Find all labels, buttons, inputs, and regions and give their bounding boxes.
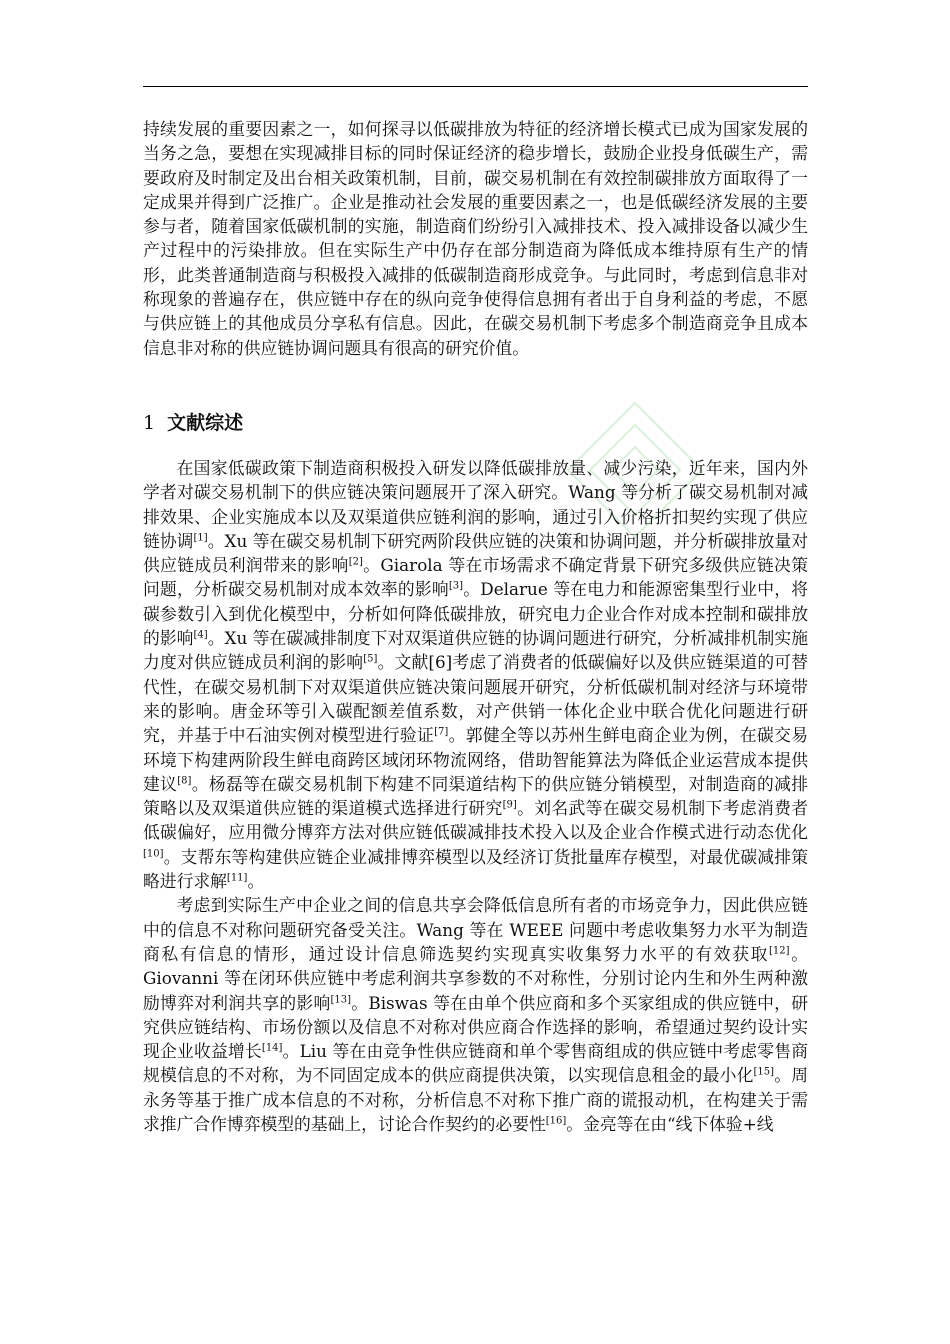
citation: [3] — [448, 580, 464, 592]
paragraph-1: 在国家低碳政策下制造商积极投入研发以降低碳排放量、减少污染，近年来，国内外学者对碳交易机制下的供应链决策问题展开了深入研究。Wang 等分析了碳交易机制对减排效果、企业实施成本以及双渠道供应链利润的影响，通过引入价格折扣契约实现了供应链协调[1]。Xu 等在碳交易机制下研究两阶段供应链的决策和协调问题，并分析碳排放量对供应链成员利润带来的影响[2]。Giarola 等在市场需求不确定背景下研究多级供应链决策问题，分析碳交易机制对成本效率的影响[3]。Delarue 等在电力和能源密集型行业中，将碳参数引入到优化模型中，分析如何降低碳排放，研究电力企业合作对成本控制和碳排放的影响[4]。Xu 等在碳减排制度下对双渠道供应链的协调问题进行研究，分析减排机制实施力度对供应链成员利润的影响[5]。文献[6]考虑了消费者的低碳偏好以及供应链渠道的可替代性，在碳交易机制下对双渠道供应链决策问题展开研究，分析低碳机制对经济与环境带来的影响。唐金环等引入碳配额差值系数，对产供销一体化企业中联合优化问题进行研究，并基于中石油实例对模型进行验证[7]。郭健全等以苏州生鲜电商企业为例，在碳交易环境下构建两阶段生鲜电商跨区域闭环物流网络，借助智能算法为降低企业运营成本提供建议[8]。杨磊等在碳交易机制下构建不同渠道结构下的供应链分销模型，对制造商的减排策略以及双渠道供应链的渠道模式选择进行研究[9]。刘名武等在碳交易机制下考虑消费者低碳偏好，应用微分博弈方法对供应链低碳减排技术投入以及企业合作模式进行动态优化[10]。支帮东等构建供应链企业减排博弈模型以及经济订货批量库存模型，对最优碳减排策略进行求解[11]。 — [143, 458, 808, 892]
citation: [5] — [363, 653, 378, 665]
intro-paragraph: 持续发展的重要因素之一，如何探寻以低碳排放为特征的经济增长模式已成为国家发展的当务之急，要想在实现减排目标的同时保证经济的稳步增长，鼓励企业投身低碳生产，需要政府及时制定及出台相关政策机制，目前，碳交易机制在有效控制碳排放方面取得了一定成果并得到广泛推广。企业是推动社会发展的重要因素之一，也是低碳经济发展的主要参与者，随着国家低碳机制的实施，制造商们纷纷引入减排技术、投入减排设备以减少生产过程中的污染排放。但在实际生产中仍存在部分制造商为降低成本维持原有生产的情形，此类普通制造商与积极投入减排的低碳制造商形成竞争。与此同时，考虑到信息非对称现象的普遍存在，供应链中存在的纵向竞争使得信息拥有者出于自身利益的考虑，不愿与供应链上的其他成员分享私有信息。因此，在碳交易机制下考虑多个制造商竞争且成本信息非对称的供应链协调问题具有很高的研究价值。 — [143, 119, 808, 358]
citation: [15] — [753, 1066, 775, 1078]
citation: [14] — [261, 1042, 283, 1054]
section-number: 1 — [143, 412, 156, 434]
citation: [7] — [434, 726, 449, 738]
section-heading — [143, 409, 808, 437]
citation: [2] — [348, 556, 363, 568]
citation: [10] — [143, 848, 164, 860]
intro-text — [143, 117, 808, 360]
citation: [13] — [330, 993, 352, 1005]
citation: [11] — [226, 872, 248, 884]
citation: [4] — [193, 629, 208, 641]
citation: [1] — [193, 532, 208, 544]
paragraph-2: 考虑到实际生产中企业之间的信息共享会降低信息所有者的市场竞争力，因此供应链中的信息不对称问题研究备受关注。Wang 等在 WEEE 问题中考虑收集努力水平为制造商私有信息的情形，通过设计信息筛选契约实现真实收集努力水平的有效获取[12]。Giovanni 等在闭环供应链中考虑利润共享参数的不对称性，分别讨论内生和外生两种激励博弈对利润共享的影响[13]。Biswas 等在由单个供应商和多个买家组成的供应链中，研究供应链结构、市场份额以及信息不对称对供应商合作选择的影响，希望通过契约设计实现企业收益增长[14]。Liu 等在由竞争性供应链商和单个零售商组成的供应链中考虑零售商规模信息的不对称，为不同固定成本的供应商提供决策，以实现信息租金的最小化[15]。周永务等基于推广成本信息的不对称，分析信息不对称下推广商的谎报动机，在构建关于需求推广合作博弈模型的基础上，讨论合作契约的必要性[16]。金亮等在由“线下体验+线 — [143, 895, 808, 1135]
citation: [8] — [177, 775, 192, 787]
body-text — [143, 456, 808, 1136]
citation: [9] — [502, 799, 517, 811]
citation: [16] — [545, 1115, 567, 1127]
section-title: 文献综述 — [167, 412, 244, 434]
citation: [12] — [769, 945, 790, 957]
header-rule — [143, 86, 808, 87]
